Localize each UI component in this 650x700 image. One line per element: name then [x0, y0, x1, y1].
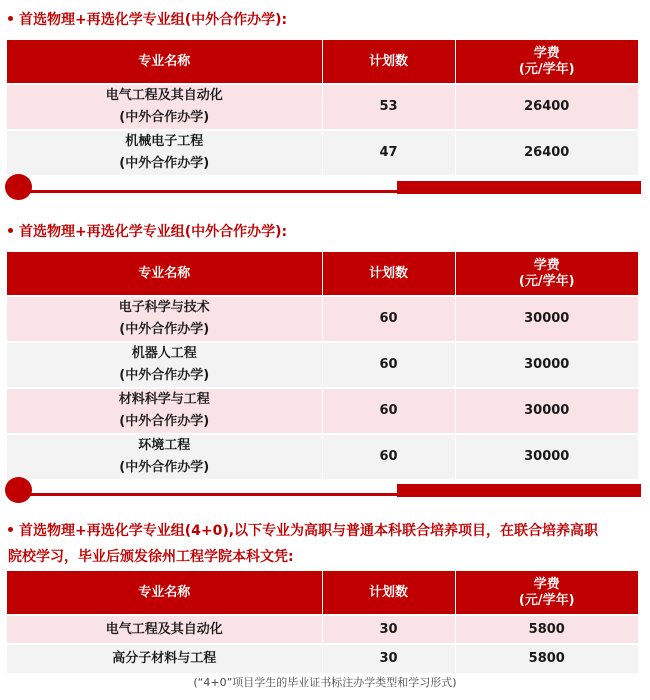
section-2-table [7, 252, 638, 479]
major-cell [7, 296, 322, 342]
major-name: 电气工程及其自动化 [105, 88, 223, 103]
divider-dot-icon [5, 477, 32, 503]
header-fee-line2: (元/学年) [518, 273, 575, 289]
table-row [7, 296, 638, 342]
major-name: 环境工程 [138, 438, 191, 453]
major-name: 机器人工程 [131, 346, 197, 361]
fee-cell: 30000 [455, 296, 638, 342]
major-cell: 高分子材料与工程 [7, 644, 322, 673]
fee-cell: 5800 [455, 615, 638, 644]
major-cell [7, 388, 322, 434]
header-fee [455, 571, 638, 615]
section-divider [0, 477, 650, 507]
major-note: (中外合作办学) [119, 322, 210, 337]
major-cell: 电气工程及其自动化 [7, 615, 322, 644]
section-3-heading-line1 [8, 518, 642, 544]
header-fee-line2: (元/学年) [518, 592, 575, 608]
major-note: (中外合作办学) [119, 460, 210, 475]
plan-cell: 60 [322, 342, 455, 388]
fee-cell: 30000 [455, 342, 638, 388]
divider-thin-line [28, 493, 400, 496]
table-row [7, 644, 638, 673]
section-3-table [7, 571, 638, 673]
major-note: (中外合作办学) [119, 368, 210, 383]
fee-cell: 26400 [455, 84, 638, 130]
divider-dot-icon [5, 174, 32, 200]
table-row [7, 130, 638, 175]
header-fee-line2: (元/学年) [518, 61, 575, 77]
header-plan: 计划数 [322, 40, 455, 84]
table-row [7, 434, 638, 479]
table-row [7, 615, 638, 644]
header-major: 专业名称 [7, 252, 322, 296]
divider-thick-bar [397, 484, 641, 497]
section-divider [0, 174, 650, 204]
fee-cell: 30000 [455, 434, 638, 479]
section-3-heading-text-1: 首选物理+再选化学专业组(4+0),以下专业为高职与普通本科联合培养项目，在联合培养高职 [19, 523, 599, 539]
section-1-table [7, 40, 638, 175]
table-row [7, 388, 638, 434]
major-note: (中外合作办学) [119, 110, 210, 125]
header-major: 专业名称 [7, 40, 322, 84]
fee-cell: 5800 [455, 644, 638, 673]
major-cell [7, 84, 322, 130]
header-fee [455, 252, 638, 296]
table-header-row [7, 40, 638, 84]
footnote: (“4+0”项目学生的毕业证书标注办学类型和学习形式) [193, 676, 457, 689]
major-note: (中外合作办学) [119, 414, 210, 429]
header-fee-line1: 学费 [533, 257, 560, 273]
major-cell [7, 342, 322, 388]
plan-cell: 30 [322, 644, 455, 673]
plan-cell: 30 [322, 615, 455, 644]
major-name: 材料科学与工程 [118, 392, 210, 407]
major-cell [7, 130, 322, 175]
table-row [7, 342, 638, 388]
table-row [7, 84, 638, 130]
plan-cell: 60 [322, 296, 455, 342]
header-plan: 计划数 [322, 571, 455, 615]
bullet-icon [8, 527, 13, 532]
major-note: (中外合作办学) [119, 156, 210, 171]
section-2-heading-text: 首选物理+再选化学专业组(中外合作办学): [19, 224, 288, 240]
header-fee-line1: 学费 [533, 45, 560, 61]
section-1-heading [8, 8, 642, 32]
header-major: 专业名称 [7, 571, 322, 615]
divider-thin-line [28, 190, 400, 193]
plan-cell: 60 [322, 388, 455, 434]
table-header-row [7, 571, 638, 615]
section-2-heading [8, 220, 642, 244]
section-3-heading-line2: 院校学习，毕业后颁发徐州工程学院本科文凭: [8, 549, 294, 565]
header-fee-line1: 学费 [533, 576, 560, 592]
major-name: 机械电子工程 [125, 134, 204, 149]
section-1-heading-text: 首选物理+再选化学专业组(中外合作办学): [19, 12, 288, 28]
fee-cell: 30000 [455, 388, 638, 434]
plan-cell: 60 [322, 434, 455, 479]
bullet-icon [8, 228, 13, 233]
table-header-row [7, 252, 638, 296]
major-name: 电子科学与技术 [118, 300, 210, 315]
header-plan: 计划数 [322, 252, 455, 296]
fee-cell: 26400 [455, 130, 638, 175]
bullet-icon [8, 16, 13, 21]
divider-thick-bar [397, 181, 641, 194]
plan-cell: 47 [322, 130, 455, 175]
section-3-heading [8, 518, 642, 570]
header-fee [455, 40, 638, 84]
plan-cell: 53 [322, 84, 455, 130]
major-cell [7, 434, 322, 479]
